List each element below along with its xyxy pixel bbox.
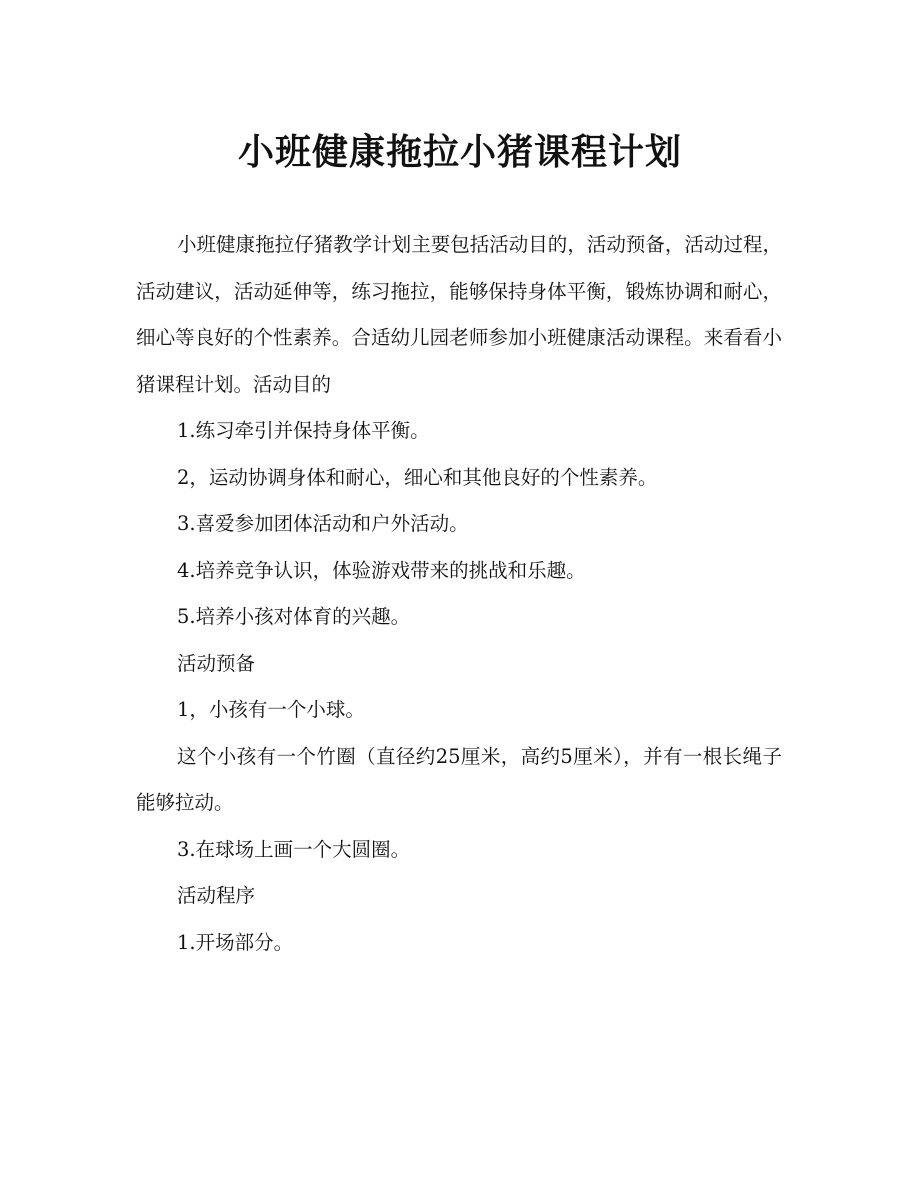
paragraph-goal-2: 2，运动协调身体和耐心，细心和其他良好的个性素养。 xyxy=(177,465,658,489)
paragraph-procedure-1: 1.开场部分。 xyxy=(177,930,294,954)
document-title: 小班健康拖拉小猪课程计划 xyxy=(237,131,682,173)
paragraph-goal-1: 1.练习牵引并保持身体平衡。 xyxy=(177,419,430,442)
paragraph-prep-2: 这个小孩有一个竹圈（直径约25厘米，高约5厘米），并有一根长绳子能够拉动。 xyxy=(136,744,782,814)
paragraph-prep-3: 3.在球场上画一个大圆圈。 xyxy=(177,837,411,861)
paragraph-goal-5: 5.培养小孩对体育的兴趣。 xyxy=(177,605,411,628)
section-heading-preparation: 活动预备 xyxy=(177,651,256,675)
paragraph-prep-1: 1，小孩有一个小球。 xyxy=(177,698,365,721)
paragraph-goal-3: 3.喜爱参加团体活动和户外活动。 xyxy=(177,512,469,535)
section-heading-procedure: 活动程序 xyxy=(177,884,256,907)
paragraph-goal-4: 4.培养竞争认识，体验游戏带来的挑战和乐趣。 xyxy=(177,558,586,582)
paragraph-intro: 小班健康拖拉仔猪教学计划主要包括活动目的，活动预备，活动过程，活动建议，活动延伸等，练习拖拉，能够保持身体平衡，锻炼协调和耐心，细心等良好的个性素养。合适幼儿园老师参加小班健康活动课程。来看看小猪课程计划。活动目的 xyxy=(136,233,782,396)
document-body xyxy=(136,222,782,966)
